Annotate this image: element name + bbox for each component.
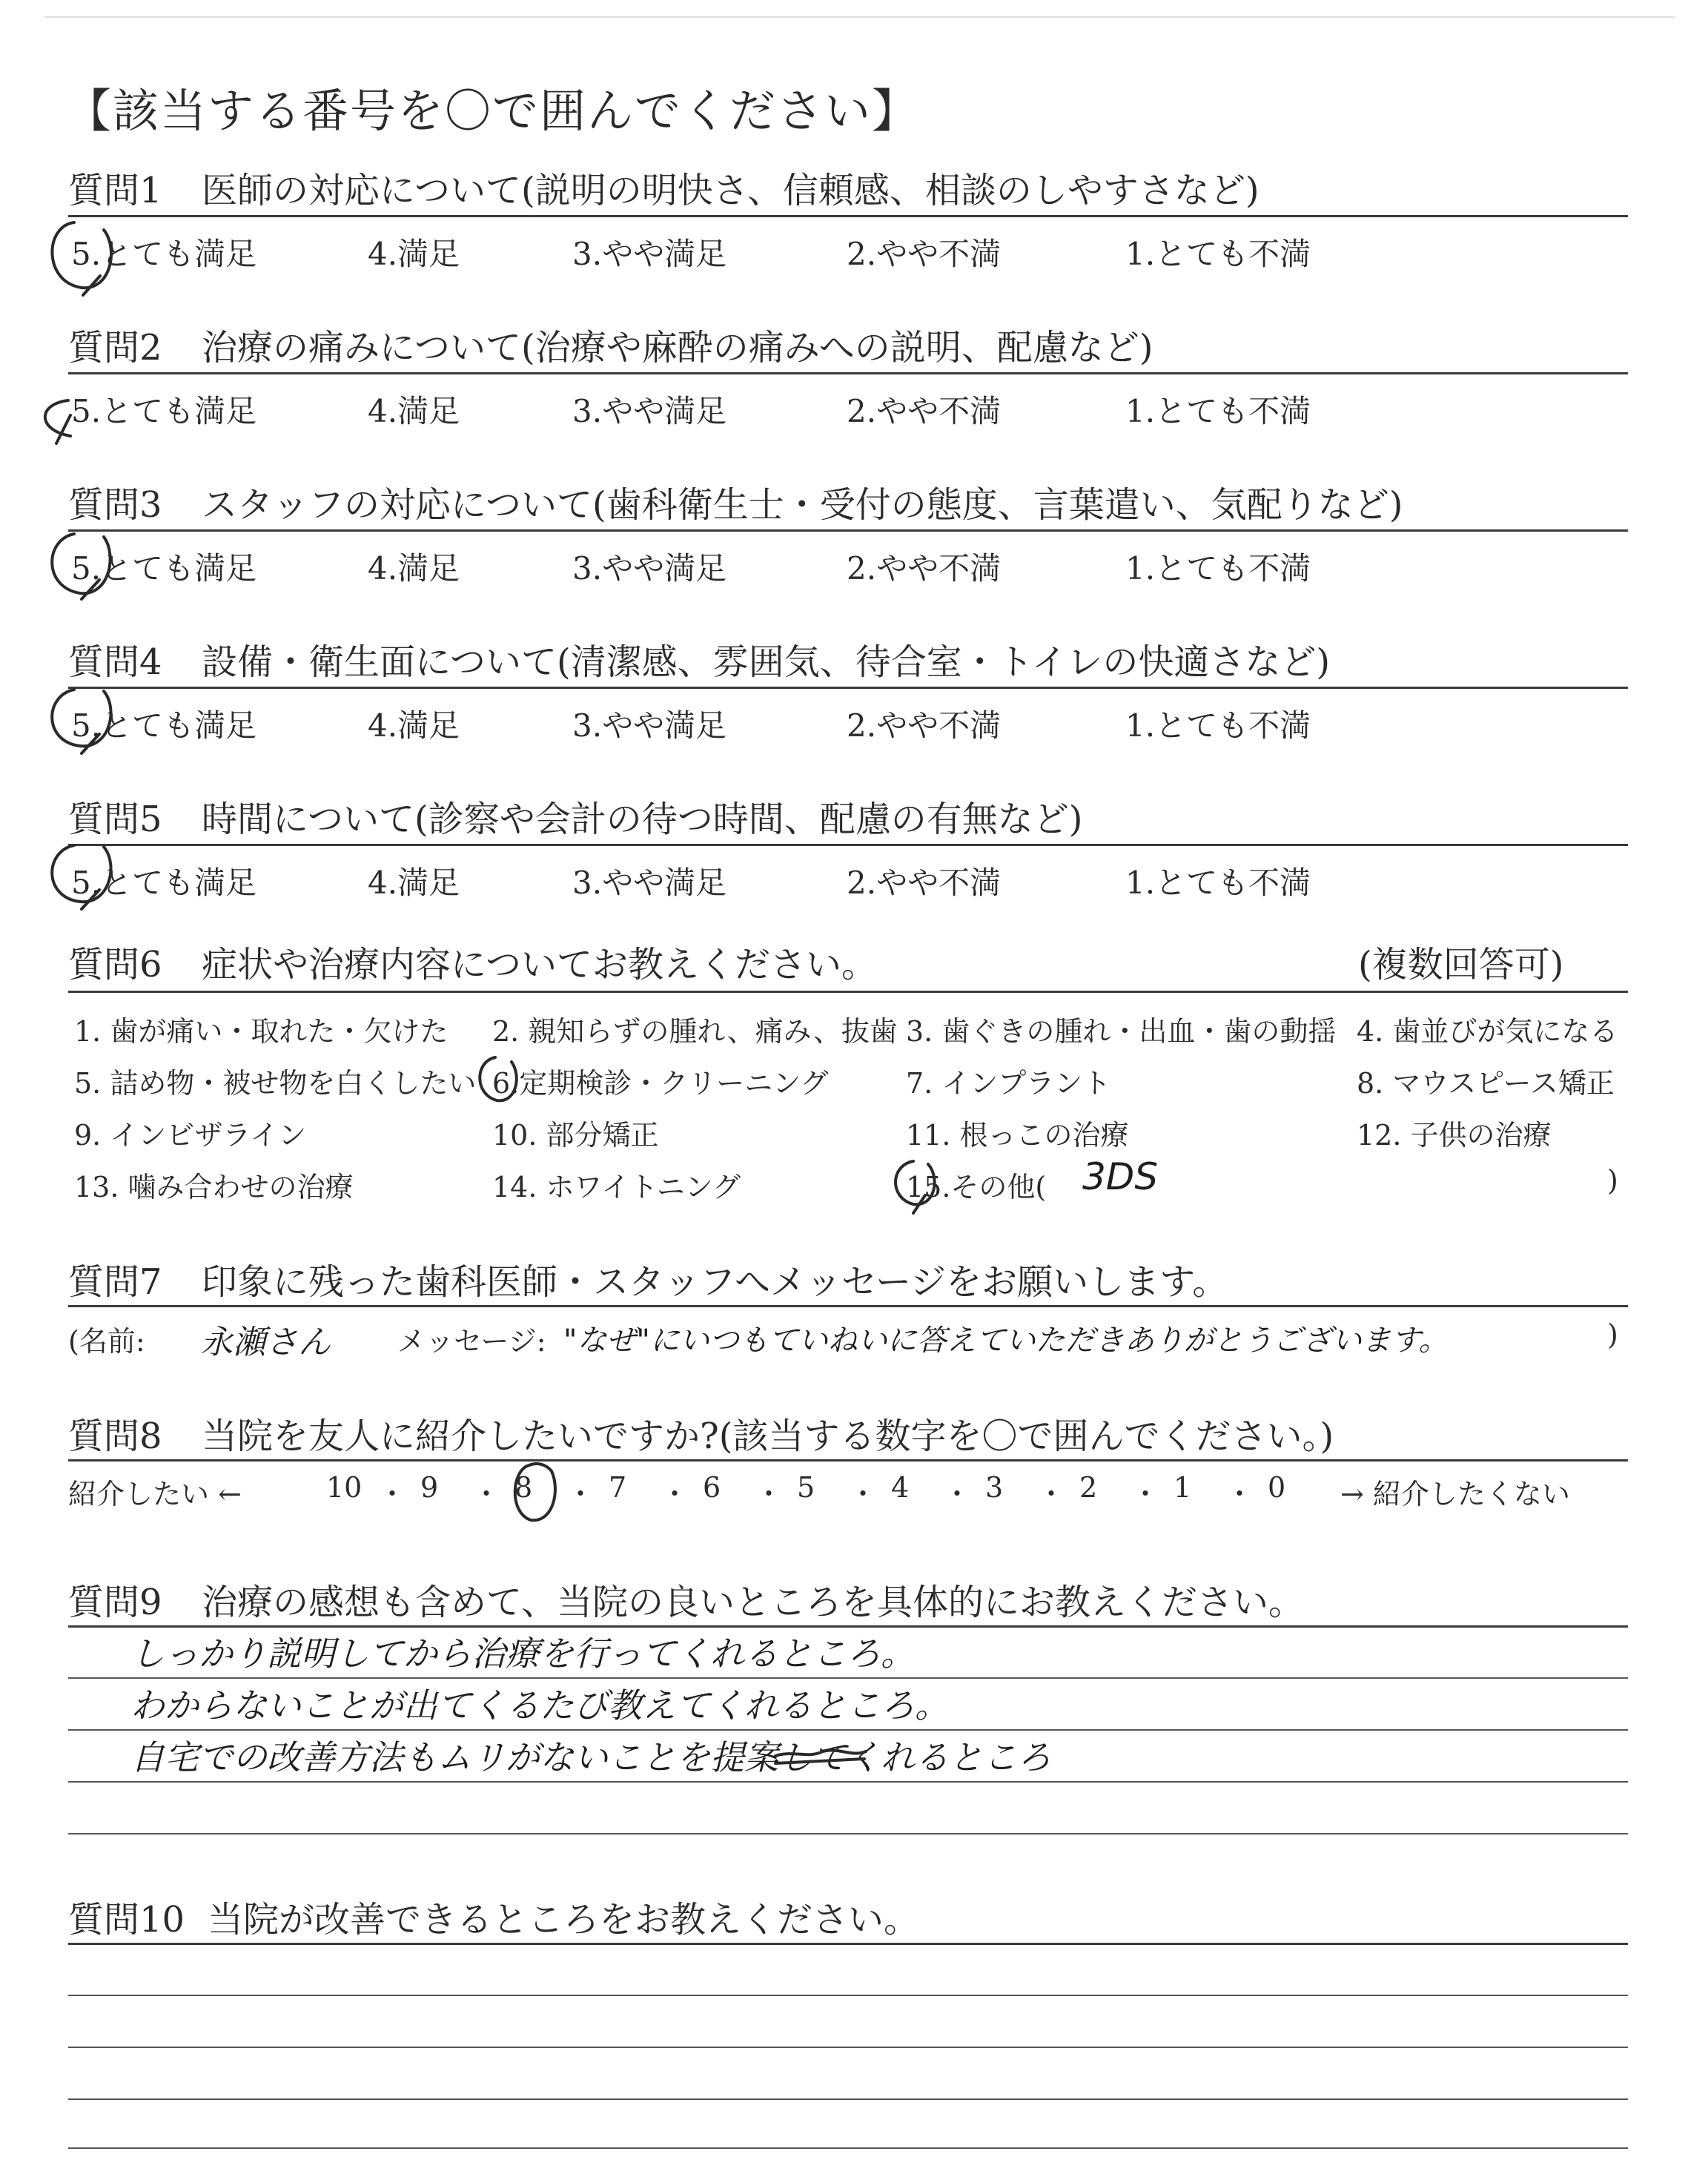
q8-left-label: 紹介したい ←	[68, 1478, 242, 1510]
q5-text: 時間について(診察や会計の待つ時間、配慮の有無など)	[202, 799, 1083, 840]
q7-close-paren: )	[1607, 1318, 1618, 1351]
q5-option-3[interactable]: 3.やや満足	[572, 865, 727, 901]
q6-label: 質問6	[68, 944, 162, 985]
q3-rule	[68, 529, 1628, 532]
q3-label: 質問3	[68, 484, 162, 526]
q5-label: 質問5	[68, 799, 162, 840]
q1-option-2[interactable]: 2.やや不満	[847, 236, 1002, 272]
page-title: 【該当する番号を〇で囲んでください】	[65, 84, 920, 138]
q7-name-value[interactable]: 永瀬さん	[200, 1324, 331, 1361]
q9-answer-3[interactable]: 自宅での改善方法もムリがないことを提案してくれるところ	[130, 1737, 1051, 1777]
q10-line-3[interactable]	[68, 2098, 1628, 2100]
q6-item-9[interactable]: 9. インビザライン	[74, 1119, 307, 1152]
q6-item-3[interactable]: 3. 歯ぐきの腫れ・出血・歯の動揺	[906, 1015, 1337, 1048]
q6-item-13[interactable]: 13. 噛み合わせの治療	[74, 1171, 354, 1203]
q4-option-2[interactable]: 2.やや不満	[847, 707, 1002, 744]
q6-note: (複数回答可)	[1358, 944, 1564, 985]
q6-item-6[interactable]: 6.定期検診・クリーニング	[492, 1067, 829, 1100]
q10-line-4[interactable]	[68, 2147, 1628, 2149]
q9-text: 治療の感想も含めて、当院の良いところを具体的にお教えください。	[202, 1582, 1305, 1623]
q2-option-2[interactable]: 2.やや不満	[847, 393, 1002, 429]
q2-option-5[interactable]: 5.とても満足	[71, 393, 257, 429]
q6-rule	[68, 991, 1628, 993]
q2-text: 治療の痛みについて(治療や麻酔の痛みへの説明、配慮など)	[202, 327, 1153, 369]
q9-line-4	[68, 1833, 1628, 1834]
q3-option-5[interactable]: 5.とても満足	[71, 550, 257, 587]
q4-option-5[interactable]: 5.とても満足	[71, 707, 257, 744]
q8-scale-4[interactable]: 4	[891, 1471, 910, 1504]
q5-option-2[interactable]: 2.やや不満	[847, 865, 1002, 901]
q8-scale-6[interactable]: 6	[703, 1471, 721, 1504]
q6-item-14[interactable]: 14. ホワイトニング	[492, 1171, 741, 1203]
q2-option-3[interactable]: 3.やや満足	[572, 393, 727, 429]
q1-text: 医師の対応について(説明の明快さ、信頼感、相談のしやすさなど)	[202, 170, 1260, 211]
q8-scale-separator: ・	[755, 1478, 784, 1510]
q9-answer-1[interactable]: しっかり説明してから治療を行ってくれるところ。	[130, 1634, 915, 1674]
q2-rule	[68, 372, 1628, 374]
q6-item-10[interactable]: 10. 部分矯正	[492, 1119, 659, 1152]
q1-option-3[interactable]: 3.やや満足	[572, 236, 727, 272]
q8-scale-7[interactable]: 7	[609, 1471, 627, 1504]
q4-text: 設備・衛生面について(清潔感、雰囲気、待合室・トイレの快適さなど)	[202, 641, 1331, 683]
q2-label: 質問2	[68, 327, 162, 369]
q8-scale-10[interactable]: 10	[326, 1471, 363, 1504]
q8-scale-9[interactable]: 9	[420, 1471, 439, 1504]
q8-scale-separator: ・	[849, 1478, 878, 1510]
q1-rule	[68, 215, 1628, 217]
q6-item-4[interactable]: 4. 歯並びが気になる	[1357, 1015, 1618, 1048]
q8-scale-separator: ・	[472, 1478, 501, 1510]
q8-scale-separator: ・	[661, 1478, 689, 1510]
q2-option-4[interactable]: 4.満足	[368, 393, 460, 429]
q1-label: 質問1	[68, 170, 162, 211]
q6-item-12[interactable]: 12. 子供の治療	[1357, 1119, 1552, 1152]
q10-line-1[interactable]	[68, 1995, 1628, 1996]
q3-option-4[interactable]: 4.満足	[368, 550, 460, 587]
q8-label: 質問8	[68, 1416, 162, 1457]
q8-scale-separator: ・	[378, 1478, 407, 1510]
q1-option-5[interactable]: 5.とても満足	[71, 236, 257, 272]
q9-answer-2[interactable]: わからないことが出てくるたび教えてくれるところ。	[130, 1685, 949, 1725]
q6-close-paren: )	[1607, 1164, 1618, 1197]
q6-text: 症状や治療内容についてお教えください。	[202, 944, 878, 985]
q8-scale-2[interactable]: 2	[1079, 1471, 1098, 1504]
q2-circle-mark	[45, 400, 70, 443]
q9-label: 質問9	[68, 1582, 162, 1623]
q10-line-2[interactable]	[68, 2047, 1628, 2048]
q6-item-1[interactable]: 1. 歯が痛い・取れた・欠けた	[74, 1015, 448, 1048]
q4-option-1[interactable]: 1.とても不満	[1125, 707, 1311, 744]
q6-item-2[interactable]: 2. 親知らずの腫れ、痛み、抜歯	[492, 1015, 898, 1048]
q8-right-label: → 紹介したくない	[1340, 1478, 1570, 1510]
q10-text: 当院が改善できるところをお教えください。	[208, 1899, 920, 1941]
q8-scale-separator: ・	[1037, 1478, 1066, 1510]
q4-option-3[interactable]: 3.やや満足	[572, 707, 727, 744]
q7-name-label: (名前:	[68, 1325, 145, 1358]
q4-rule	[68, 687, 1628, 689]
q7-text: 印象に残った歯科医師・スタッフへメッセージをお願いします。	[202, 1261, 1228, 1303]
q6-item-11[interactable]: 11. 根っこの治療	[906, 1119, 1129, 1152]
q6-item-5[interactable]: 5. 詰め物・被せ物を白くしたい	[74, 1067, 477, 1100]
q1-option-4[interactable]: 4.満足	[368, 236, 460, 272]
q7-rule	[68, 1305, 1628, 1307]
q10-label: 質問10	[68, 1899, 185, 1941]
q6-item-15[interactable]: 15.その他(	[906, 1171, 1047, 1203]
q5-rule	[68, 844, 1628, 846]
q8-scale-separator: ・	[1225, 1478, 1254, 1510]
q1-option-1[interactable]: 1.とても不満	[1125, 236, 1311, 272]
q8-text: 当院を友人に紹介したいですか?(該当する数字を〇で囲んでください。)	[202, 1416, 1334, 1457]
q4-label: 質問4	[68, 641, 162, 683]
q3-text: スタッフの対応について(歯科衛生士・受付の態度、言葉遣い、気配りなど)	[202, 484, 1403, 526]
q8-scale-separator: ・	[1131, 1478, 1160, 1510]
q8-scale-5[interactable]: 5	[797, 1471, 815, 1504]
q10-rule	[68, 1943, 1628, 1945]
q8-scale-0[interactable]: 0	[1268, 1471, 1286, 1504]
q3-option-2[interactable]: 2.やや不満	[847, 550, 1002, 587]
top-edge	[44, 16, 1675, 18]
q8-scale-separator: ・	[566, 1478, 595, 1510]
q8-scale-1[interactable]: 1	[1174, 1471, 1192, 1504]
q8-scale-3[interactable]: 3	[985, 1471, 1004, 1504]
q3-option-3[interactable]: 3.やや満足	[572, 550, 727, 587]
q6-other-answer[interactable]: 3DS	[1082, 1155, 1159, 1198]
q7-message-value[interactable]: "なぜ"にいつもていねいに答えていただきありがとうございます。	[563, 1324, 1449, 1358]
q5-option-5[interactable]: 5.とても満足	[71, 865, 257, 901]
q8-scale-separator: ・	[943, 1478, 972, 1510]
q3-option-1[interactable]: 1.とても不満	[1125, 550, 1311, 587]
q7-message-label: メッセージ:	[397, 1325, 546, 1358]
q2-option-1[interactable]: 1.とても不満	[1125, 393, 1311, 429]
q6-item-8[interactable]: 8. マウスピース矯正	[1357, 1067, 1615, 1100]
q7-label: 質問7	[68, 1261, 162, 1303]
q8-rule	[68, 1459, 1628, 1462]
q8-scale-8[interactable]: 8	[514, 1471, 533, 1504]
q9-line-3	[68, 1781, 1628, 1783]
q4-option-4[interactable]: 4.満足	[368, 707, 460, 744]
q5-option-1[interactable]: 1.とても不満	[1125, 865, 1311, 901]
q6-item-7[interactable]: 7. インプラント	[906, 1067, 1111, 1100]
q5-option-4[interactable]: 4.満足	[368, 865, 460, 901]
